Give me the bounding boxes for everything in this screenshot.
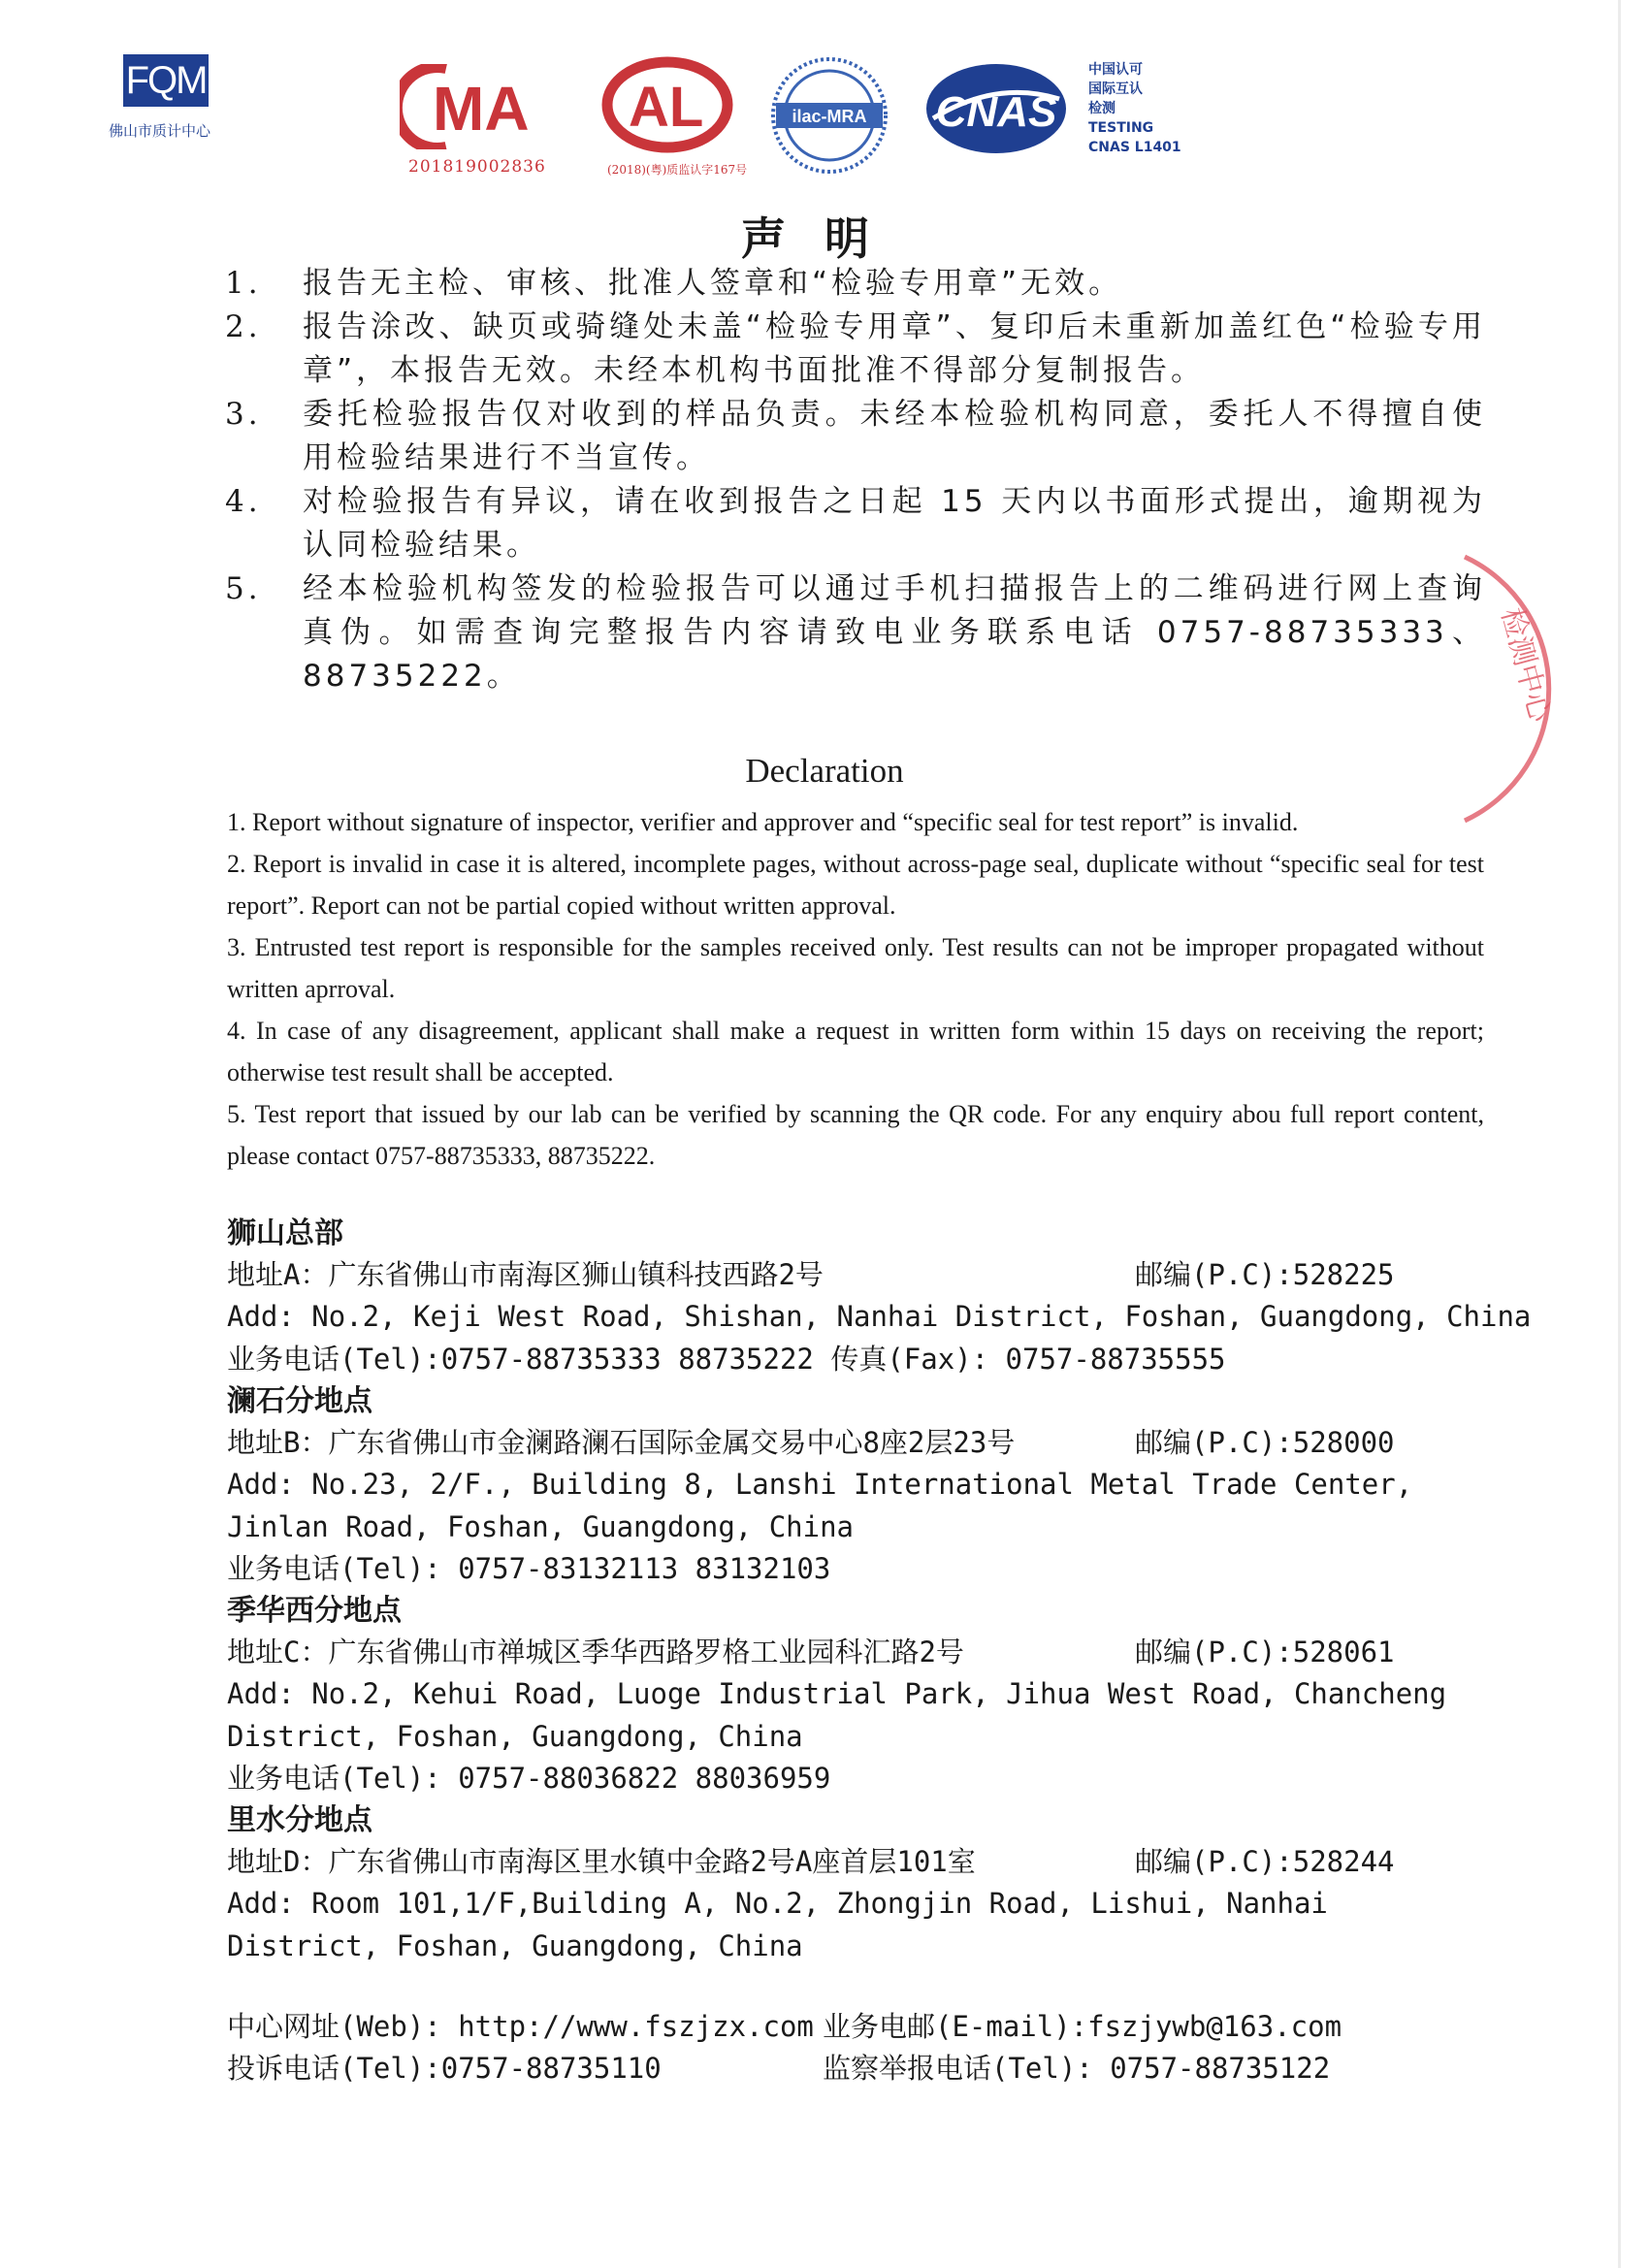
location-lanshi <box>227 1380 1488 1590</box>
address-zh-row <box>227 1632 1488 1673</box>
cnas-line-3: 检测 <box>1088 101 1116 116</box>
location-name: 狮山总部 <box>227 1216 343 1250</box>
item-text: 经本检验机构签发的检验报告可以通过手机扫描报告上的二维码进行网上查询真伪。如需查询完整报告内容请致电业务联系电话 0757-88735333、88735222。 <box>303 571 1486 694</box>
address-zh-row <box>227 1841 1488 1883</box>
contact-footer <box>227 2006 1488 2090</box>
phone-line: 业务电话(Tel): 0757-83132113 83132103 <box>227 1551 831 1585</box>
cal-logo-text: AL <box>629 76 704 139</box>
item-text: 委托检验报告仅对收到的样品负责。未经本检验机构同意，委托人不得擅自使用检验结果进行不当宣传。 <box>303 397 1486 475</box>
ilac-logo-text: ilac-MRA <box>792 107 867 126</box>
address-en: Add: No.2, Keji West Road, Shishan, Nanhai District, Foshan, Guangdong, China <box>227 1300 1532 1334</box>
location-shishan <box>227 1213 1532 1380</box>
ilac-mra-logo <box>768 54 890 177</box>
address-zh: 地址C：广东省佛山市禅城区季华西路罗格工业园科汇路2号 <box>227 1636 964 1669</box>
address-zh: 地址A：广东省佛山市南海区狮山镇科技西路2号 <box>227 1258 824 1292</box>
item-text: 对检验报告有异议，请在收到报告之日起 15 天内以书面形式提出，逾期视为认同检验结果。 <box>303 484 1486 563</box>
fqm-logo: FQM <box>123 54 209 107</box>
declaration-item-zh <box>225 306 1486 393</box>
address-zh: 地址B：广东省佛山市金澜路澜石国际金属交易中心8座2层23号 <box>227 1426 1016 1460</box>
complaint-phone: 投诉电话(Tel):0757-88735110 <box>227 2052 662 2085</box>
postal-code: 邮编(P.C):528244 <box>1135 1845 1395 1879</box>
cnas-line-1: 中国认可 <box>1088 62 1143 78</box>
declaration-item-en: 5. Test report that issued by our lab can be verified by scanning the QR code. For any enquiry abou full report content, please contact 0757-88735333, 88735222. <box>227 1100 1484 1170</box>
cnas-line-5: CNAS L1401 <box>1088 140 1181 155</box>
item-number: 4. <box>225 484 262 519</box>
declaration-title-en: Declaration <box>745 752 904 790</box>
location-jihua-west <box>227 1590 1488 1799</box>
postal-code: 邮编(P.C):528225 <box>1135 1258 1395 1292</box>
declaration-item-en: 2. Report is invalid in case it is altered, incomplete pages, without across-page seal, duplicate without “specific seal for test report”. Report can not be partial copied without written approval. <box>227 850 1484 920</box>
postal-code: 邮编(P.C):528000 <box>1135 1426 1395 1460</box>
page-edge <box>1618 0 1621 2268</box>
declaration-item-zh <box>225 480 1486 567</box>
declaration-title-zh: 声明 <box>741 212 908 265</box>
cnas-line-2: 国际互认 <box>1088 81 1143 97</box>
declaration-list-zh <box>225 262 1486 698</box>
address-en: Add: No.2, Kehui Road, Luoge Industrial Park, Jihua West Road, Chancheng District, Foshan, Guangdong, China <box>227 1677 1447 1753</box>
address-en: Add: Room 101,1/F,Building A, No.2, Zhongjin Road, Lishui, Nanhai District, Foshan, Guangdong, China <box>227 1887 1328 1962</box>
item-text: 报告涂改、缺页或骑缝处未盖“检验专用章”、复印后未重新加盖红色“检验专用章”，本报告无效。未经本机构书面批准不得部分复制报告。 <box>303 309 1486 388</box>
declaration-item-zh <box>225 567 1486 698</box>
declaration-list-en <box>227 801 1484 1177</box>
location-lishui <box>227 1799 1488 1967</box>
cma-logo <box>400 64 566 149</box>
postal-code: 邮编(P.C):528061 <box>1135 1636 1395 1669</box>
inspection-seal-stamp <box>1436 543 1649 834</box>
cnas-logo-text: CNAS <box>935 88 1057 136</box>
fqm-org-name: 佛山市质计中心 <box>109 122 211 140</box>
contact-row <box>227 2048 1488 2090</box>
cnas-logo <box>923 60 1069 157</box>
seal-text: 检测中心 <box>1494 604 1558 726</box>
report-phone: 监察举报电话(Tel): 0757-88735122 <box>823 2052 1331 2085</box>
cal-logo <box>601 56 737 153</box>
location-name: 季华西分地点 <box>227 1594 402 1628</box>
email-link[interactable]: 业务电邮(E-mail):fszjywb@163.com <box>823 2010 1342 2043</box>
contact-row <box>227 2006 1488 2048</box>
cma-logo-text: MA <box>433 74 530 144</box>
item-text: 报告无主检、审核、批准人签章和“检验专用章”无效。 <box>303 266 1123 301</box>
declaration-item-en: 1. Report without signature of inspector, verifier and approver and “specific seal for test report” is invalid. <box>227 808 1299 836</box>
address-zh-row <box>227 1254 1488 1296</box>
cal-code: (2018)(粤)质监认字167号 <box>607 163 748 177</box>
address-zh-row <box>227 1422 1488 1464</box>
location-name: 里水分地点 <box>227 1803 372 1837</box>
item-number: 3. <box>225 397 262 432</box>
item-number: 2. <box>225 309 262 344</box>
phone-line: 业务电话(Tel):0757-88735333 88735222 传真(Fax): 0757-88735555 <box>227 1342 1226 1376</box>
declaration-item-zh <box>225 393 1486 480</box>
address-en: Add: No.23, 2/F., Building 8, Lanshi International Metal Trade Center, Jinlan Road, Foshan, Guangdong, China <box>227 1468 1413 1543</box>
declaration-item-zh <box>225 262 1486 306</box>
address-zh: 地址D：广东省佛山市南海区里水镇中金路2号A座首层101室 <box>227 1845 976 1879</box>
declaration-item-en: 4. In case of any disagreement, applicant shall make a request in written form within 15 days on receiving the report; otherwise test result shall be accepted. <box>227 1017 1484 1086</box>
location-name: 澜石分地点 <box>227 1384 372 1418</box>
declaration-item-en: 3. Entrusted test report is responsible for the samples received only. Test results can not be improper propagated without written aprroval. <box>227 933 1484 1003</box>
website-link[interactable]: 中心网址(Web): http://www.fszjzx.com <box>227 2010 814 2043</box>
cnas-accreditation-text <box>1088 60 1181 157</box>
item-number: 1. <box>225 266 262 301</box>
cnas-line-4: TESTING <box>1088 120 1154 136</box>
cma-code: 201819002836 <box>408 157 546 177</box>
phone-line: 业务电话(Tel): 0757-88036822 88036959 <box>227 1761 831 1795</box>
item-number: 5. <box>225 571 262 606</box>
